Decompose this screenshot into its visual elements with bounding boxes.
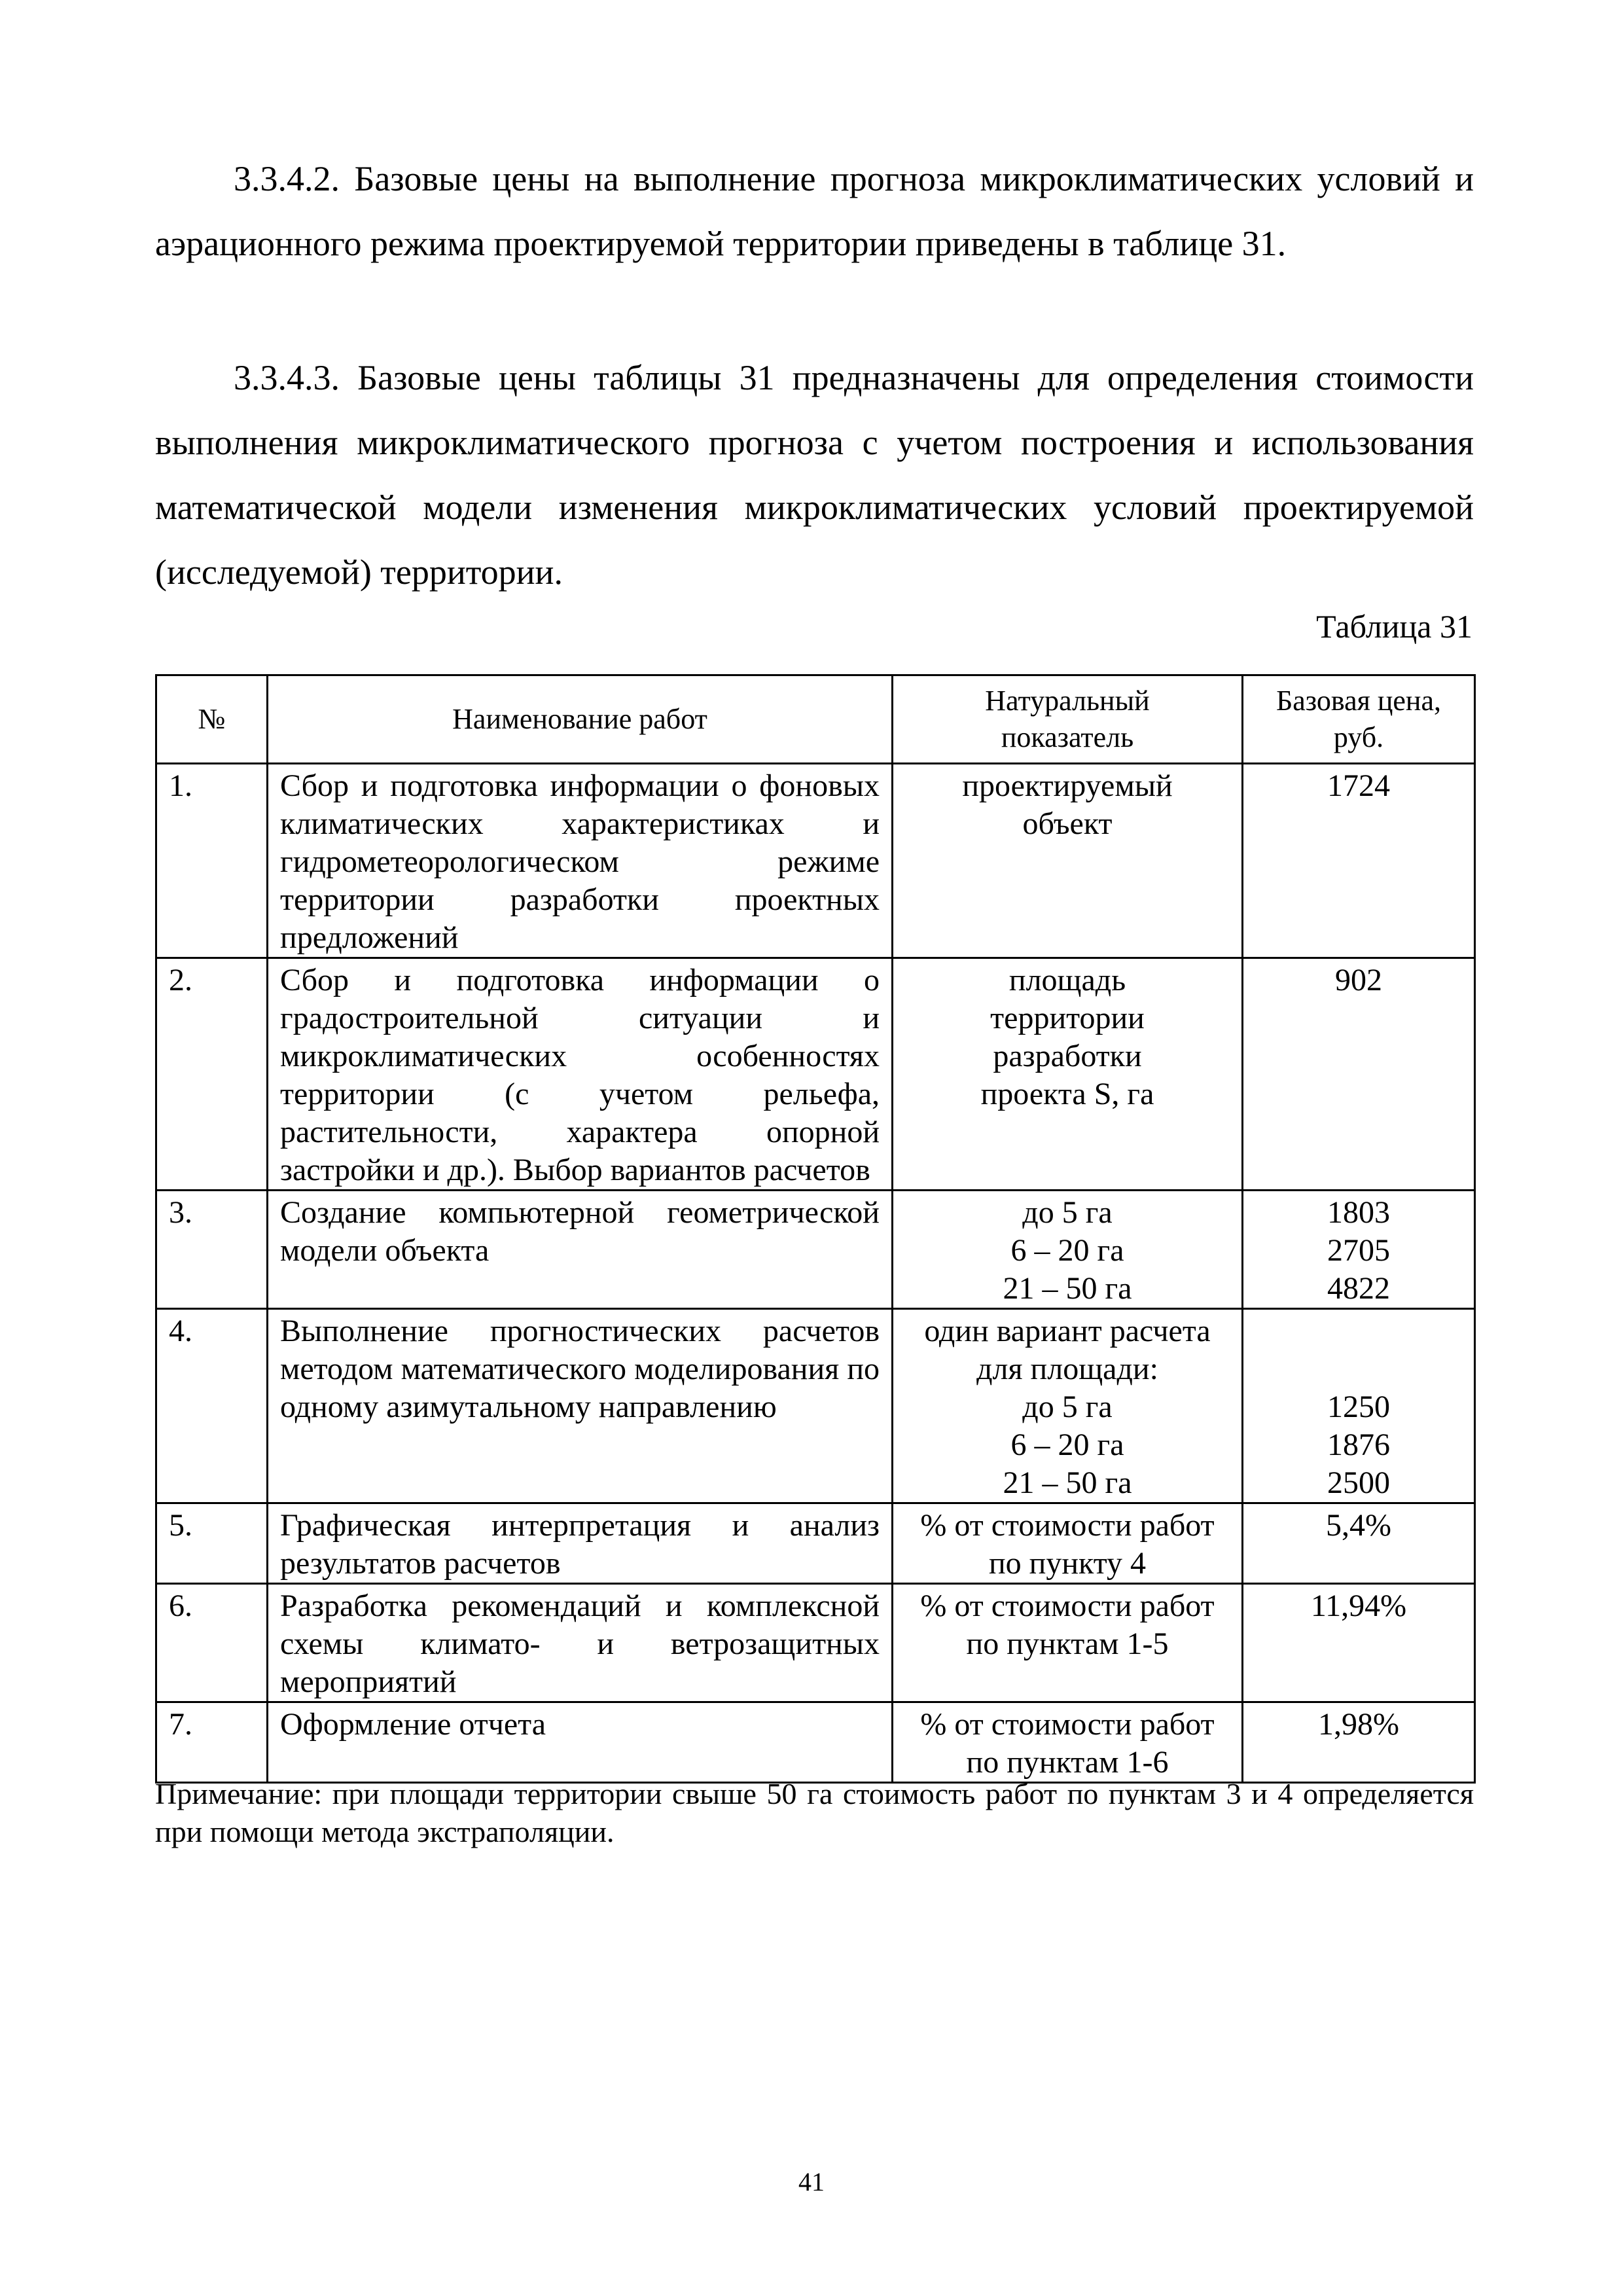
work-name: Графическая интерпретация и анализ результатов расчетов xyxy=(268,1503,893,1584)
row-number: 2. xyxy=(156,958,268,1191)
base-price xyxy=(1243,1702,1475,1783)
indicator-line: % от стоимости работ xyxy=(920,1588,1215,1623)
indicator-line: по пунктам 1-6 xyxy=(966,1745,1169,1780)
work-name: Сбор и подготовка информации о градостроительной ситуации и микроклиматических особенностях территории (с учетом рельефа, растительности, характера опорной застройки и др.). Выбор вариантов расчетов xyxy=(268,958,893,1191)
indicator-line: 6 – 20 га xyxy=(1010,1233,1124,1268)
indicator-line: % от стоимости работ xyxy=(920,1707,1215,1742)
natural-indicator xyxy=(893,1191,1243,1309)
indicator-line: до 5 га xyxy=(1022,1390,1113,1424)
work-name: Оформление отчета xyxy=(268,1702,893,1783)
row-number: 1. xyxy=(156,764,268,958)
table-row xyxy=(156,1309,1475,1503)
work-name: Разработка рекомендаций и комплексной схемы климато- и ветрозащитных мероприятий xyxy=(268,1584,893,1702)
price-line: 2705 xyxy=(1327,1233,1390,1268)
indicator-line: площадь xyxy=(1008,963,1126,997)
table-row xyxy=(156,1702,1475,1783)
price-line: 1803 xyxy=(1327,1195,1390,1230)
row-number: 7. xyxy=(156,1702,268,1783)
table-body xyxy=(156,764,1475,1783)
indicator-line: % от стоимости работ xyxy=(920,1508,1215,1543)
price-line: 4822 xyxy=(1327,1271,1390,1306)
price-line: 1250 xyxy=(1327,1390,1390,1424)
price-line: 5,4% xyxy=(1326,1508,1391,1543)
indicator-line: по пункту 4 xyxy=(988,1546,1147,1581)
table-row xyxy=(156,958,1475,1191)
table-header-row xyxy=(156,675,1475,764)
header-price: Базовая цена, руб. xyxy=(1243,675,1475,764)
work-name: Создание компьютерной геометрической модели объекта xyxy=(268,1191,893,1309)
indicator-line: для площади: xyxy=(976,1352,1158,1386)
header-num: № xyxy=(156,675,268,764)
base-price xyxy=(1243,764,1475,958)
indicator-line: по пунктам 1-5 xyxy=(966,1626,1169,1661)
row-number: 3. xyxy=(156,1191,268,1309)
indicator-line: разработки xyxy=(993,1039,1142,1073)
indicator-line: проекта S, га xyxy=(980,1077,1154,1111)
page-number: 41 xyxy=(798,2167,825,2197)
row-number: 5. xyxy=(156,1503,268,1584)
paragraph-3-3-4-3: 3.3.4.3. Базовые цены таблицы 31 предназначены для определения стоимости выполнения микроклиматического прогноза с учетом построения и использования математической модели изменения микроклиматических условий проектируемой (исследуемой) территории. xyxy=(155,358,1474,592)
indicator-line: 6 – 20 га xyxy=(1010,1427,1124,1462)
natural-indicator xyxy=(893,958,1243,1191)
table-caption: Таблица 31 xyxy=(1316,608,1472,645)
indicator-line: проектируемый xyxy=(962,768,1173,803)
paragraph-3-3-4-2: 3.3.4.2. Базовые цены на выполнение прогноза микроклиматических условий и аэрационного режима проектируемой территории приведены в таблице 31. xyxy=(155,159,1474,263)
header-indicator: Натуральный показатель xyxy=(893,675,1243,764)
row-number: 4. xyxy=(156,1309,268,1503)
table-row xyxy=(156,764,1475,958)
natural-indicator xyxy=(893,1503,1243,1584)
price-line: 902 xyxy=(1335,963,1382,997)
price-line xyxy=(1255,1350,1462,1388)
work-name: Выполнение прогностических расчетов методом математического моделирования по одному азимутальному направлению xyxy=(268,1309,893,1503)
indicator-line: 21 – 50 га xyxy=(1003,1465,1132,1500)
table-note: Примечание: при площади территории свыше 50 га стоимость работ по пунктам 3 и 4 определяется при помощи метода экстраполяции. xyxy=(155,1777,1474,1848)
table-row xyxy=(156,1584,1475,1702)
natural-indicator xyxy=(893,1584,1243,1702)
price-line: 1,98% xyxy=(1318,1707,1399,1742)
price-line: 1876 xyxy=(1327,1427,1390,1462)
price-line: 2500 xyxy=(1327,1465,1390,1500)
header-name: Наименование работ xyxy=(268,675,893,764)
natural-indicator xyxy=(893,1702,1243,1783)
indicator-line: один вариант расчета xyxy=(924,1314,1211,1348)
indicator-line: объект xyxy=(1022,806,1113,841)
natural-indicator xyxy=(893,764,1243,958)
price-line xyxy=(1255,1312,1462,1350)
row-number: 6. xyxy=(156,1584,268,1702)
price-line: 11,94% xyxy=(1310,1588,1407,1623)
price-table xyxy=(155,674,1476,1784)
indicator-line: 21 – 50 га xyxy=(1003,1271,1132,1306)
base-price xyxy=(1243,958,1475,1191)
work-name: Сбор и подготовка информации о фоновых климатических характеристиках и гидрометеорологическом режиме территории разработки проектных предложений xyxy=(268,764,893,958)
table-row xyxy=(156,1503,1475,1584)
base-price xyxy=(1243,1309,1475,1503)
table-row xyxy=(156,1191,1475,1309)
base-price xyxy=(1243,1191,1475,1309)
base-price xyxy=(1243,1503,1475,1584)
base-price xyxy=(1243,1584,1475,1702)
indicator-line: территории xyxy=(990,1001,1145,1035)
indicator-line: до 5 га xyxy=(1022,1195,1113,1230)
natural-indicator xyxy=(893,1309,1243,1503)
price-line: 1724 xyxy=(1327,768,1390,803)
